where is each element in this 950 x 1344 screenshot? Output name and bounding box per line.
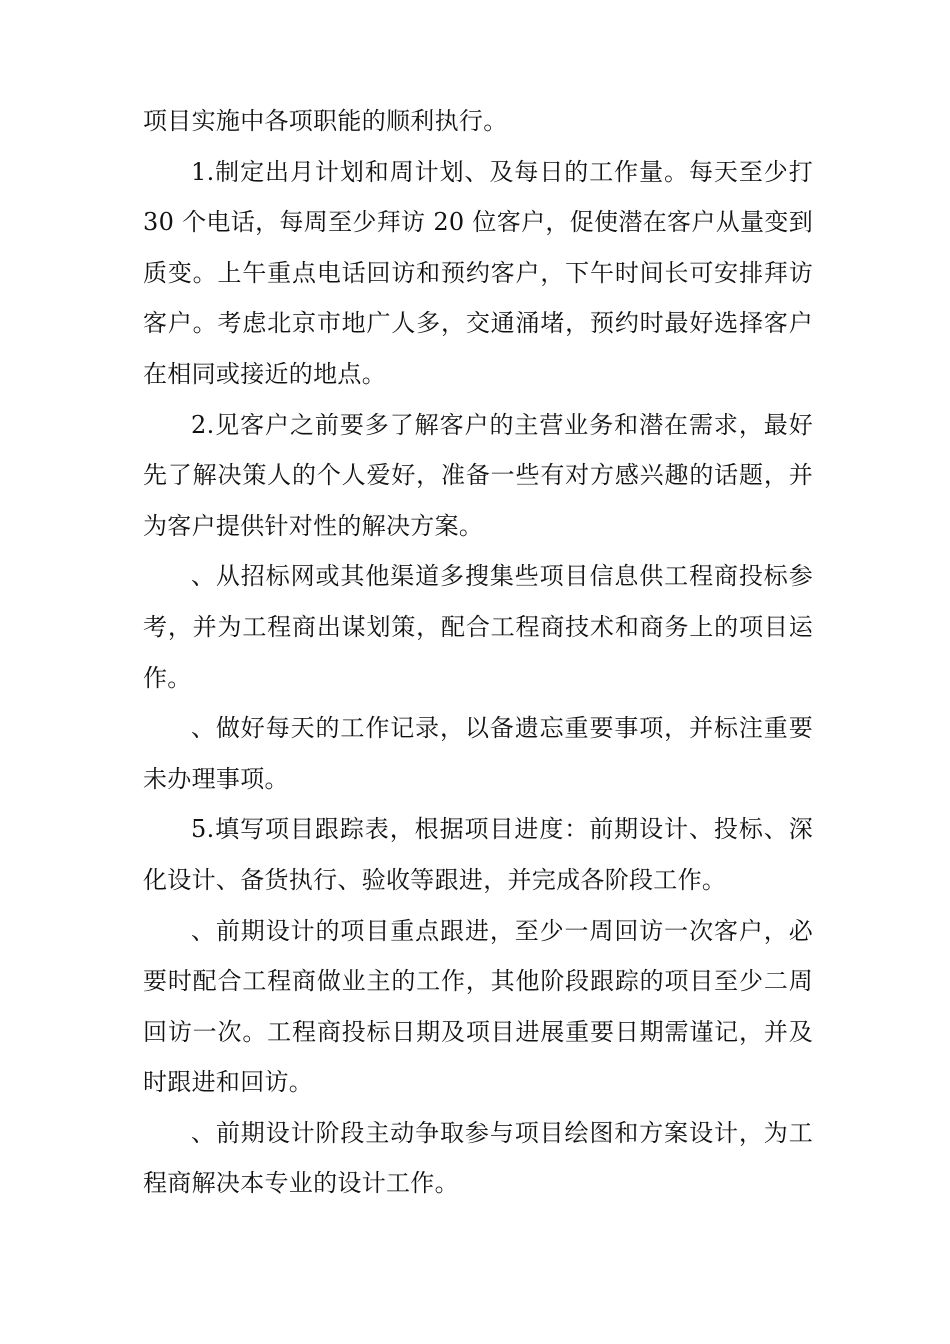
- document-body: [143, 96, 813, 1209]
- paragraph-continuation: 项目实施中各项职能的顺利执行。: [143, 107, 508, 135]
- paragraph-item-5: 5.填写项目跟踪表，根据项目进度：前期设计、投标、深化设计、备货执行、验收等跟进，并完成各阶段工作。: [143, 815, 813, 894]
- paragraph-item-7: 、前期设计阶段主动争取参与项目绘图和方案设计，为工程商解决本专业的设计工作。: [143, 1118, 813, 1198]
- paragraph-item-6: 、前期设计的项目重点跟进，至少一周回访一次客户，必要时配合工程商做业主的工作，其他阶段跟踪的项目至少二周回访一次。工程商投标日期及项目进展重要日期需谨记，并及时跟进和回访。: [143, 916, 813, 1097]
- paragraph-item-2: 2.见客户之前要多了解客户的主营业务和潜在需求，最好先了解决策人的个人爱好，准备一些有对方感兴趣的话题，并为客户提供针对性的解决方案。: [143, 410, 813, 540]
- paragraph-item-4: 、做好每天的工作记录，以备遗忘重要事项，并标注重要未办理事项。: [143, 714, 813, 793]
- paragraph-item-1: 1.制定出月计划和周计划、及每日的工作量。每天至少打 30 个电话，每周至少拜访 20 位客户，促使潜在客户从量变到质变。上午重点电话回访和预约客户，下午时间长可安排拜访客户。考虑北京市地广人多，交通涌堵，预约时最好选择客户在相同或接近的地点。: [143, 157, 813, 388]
- paragraph-item-3: 、从招标网或其他渠道多搜集些项目信息供工程商投标参考，并为工程商出谋划策，配合工程商技术和商务上的项目运作。: [143, 562, 813, 692]
